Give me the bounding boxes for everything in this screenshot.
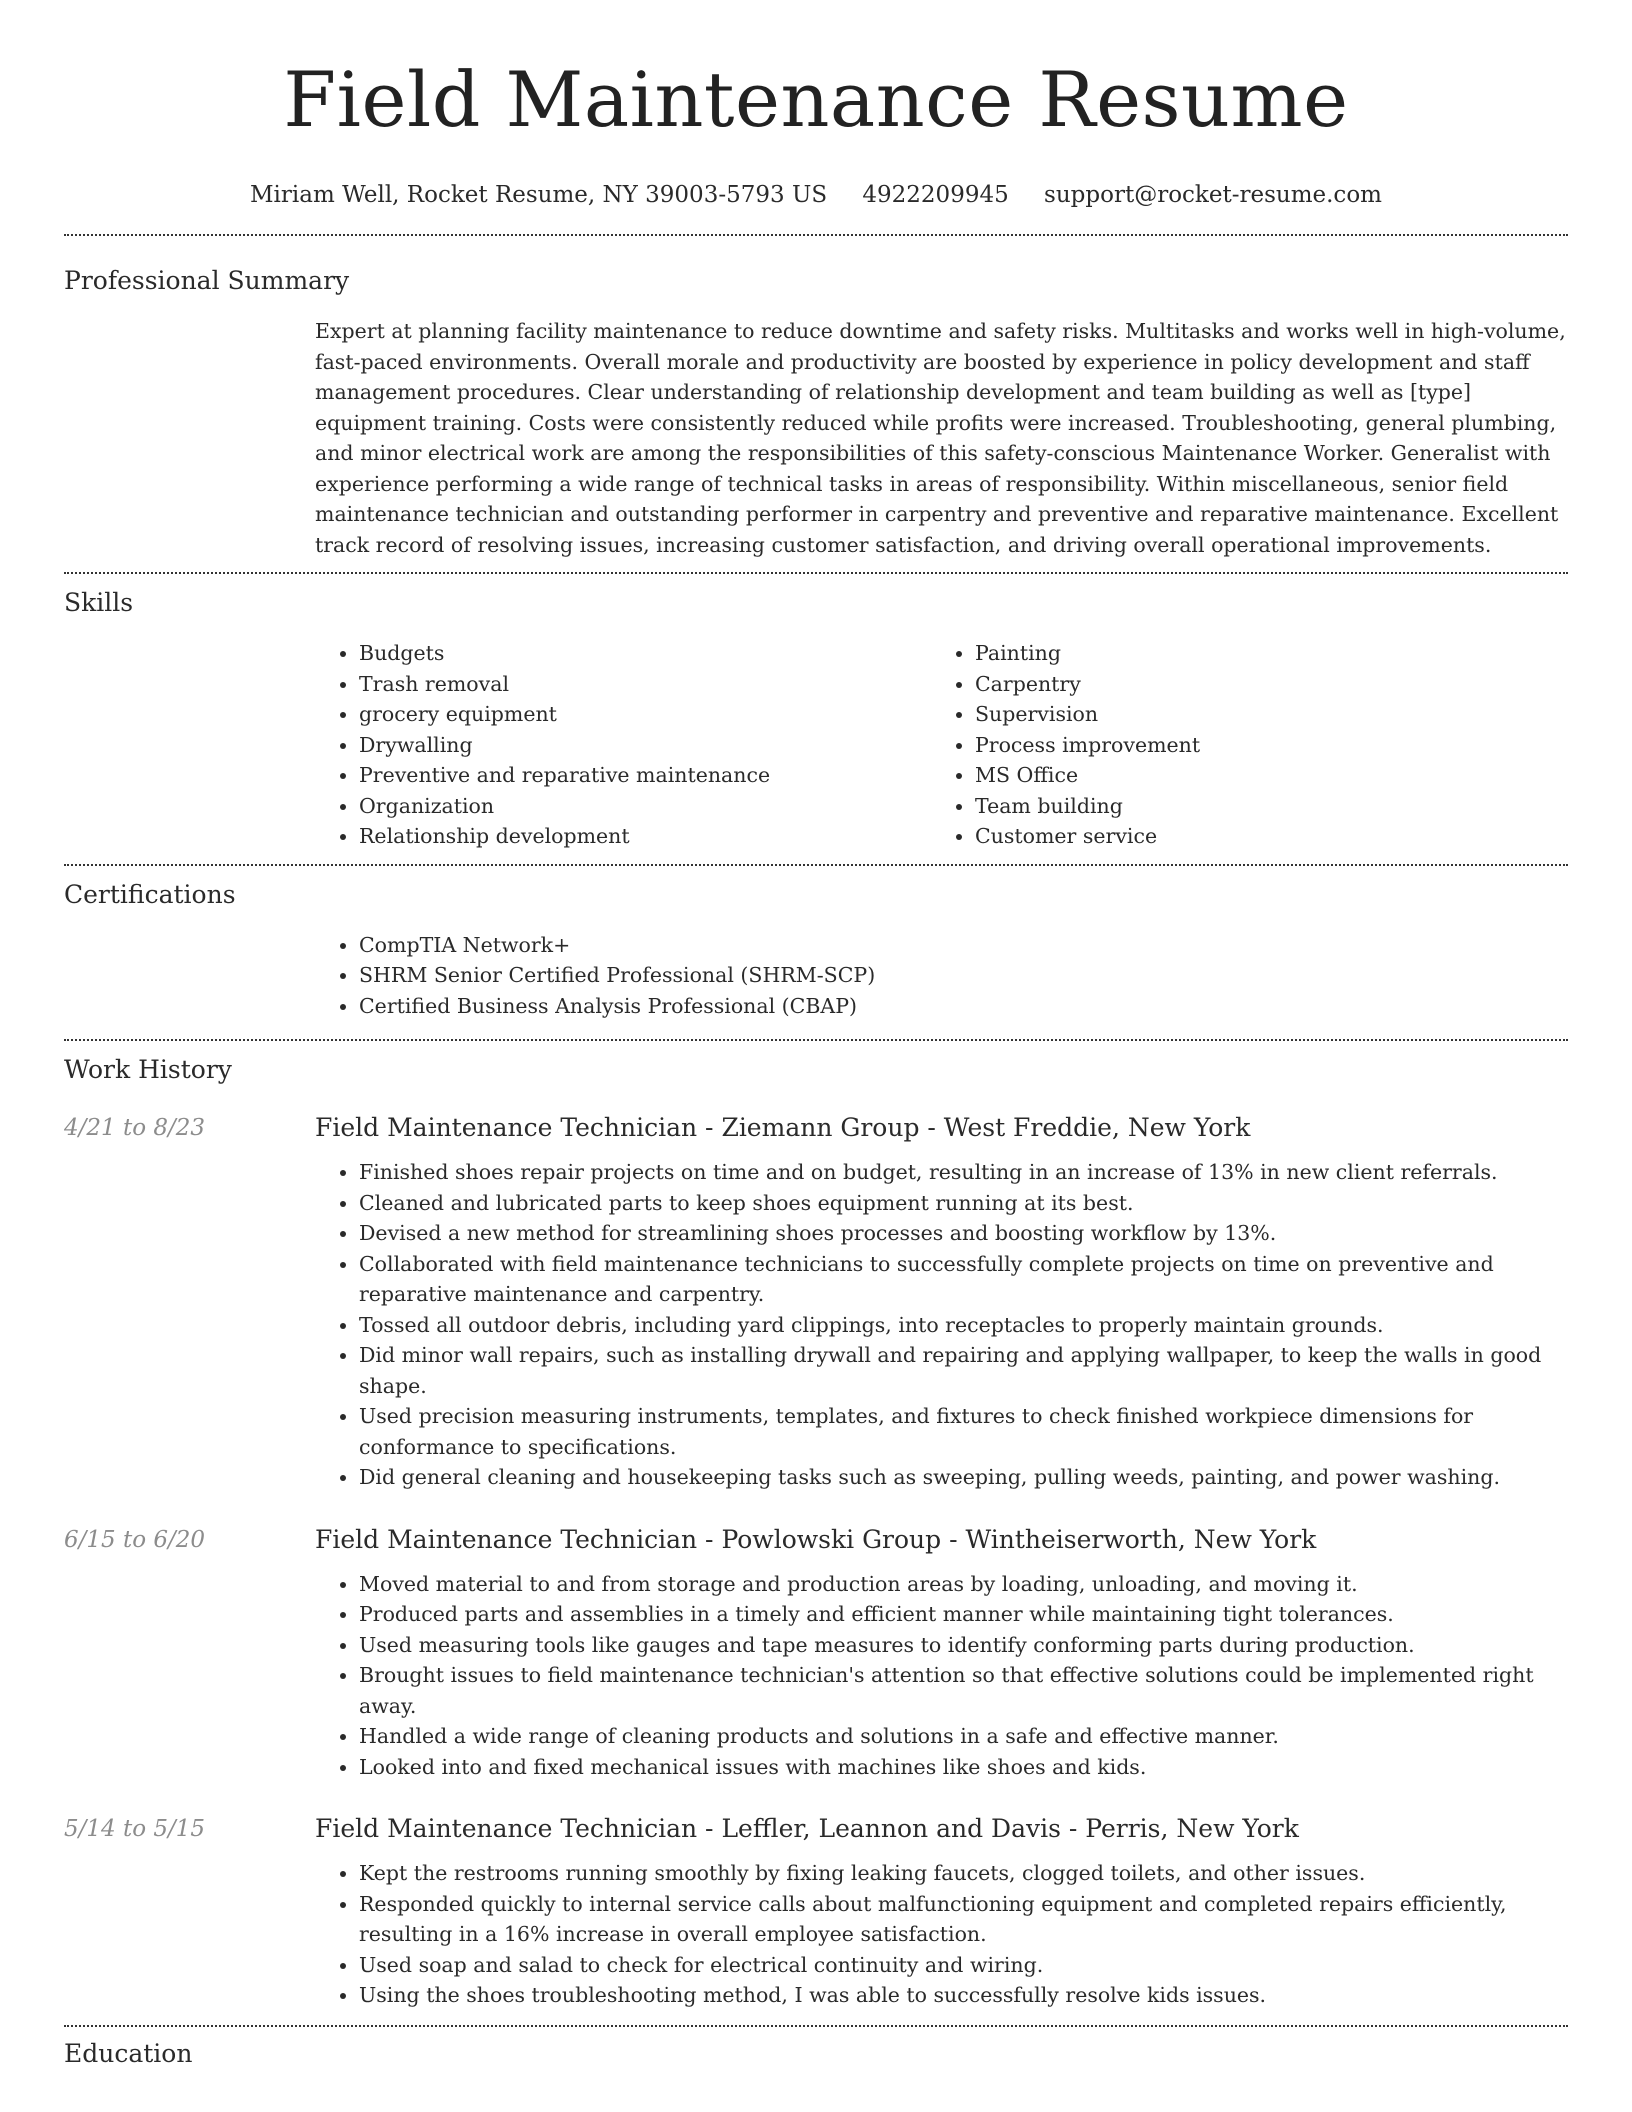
skill-item: • MS Office [975,760,1547,791]
skill-item: • Preventive and reparative maintenance [359,760,931,791]
job-bullet: • Did general cleaning and housekeeping tasks such as sweeping, pulling weeds, painting, and power washing. [359,1462,1568,1493]
skill-item: • Relationship development [359,821,931,852]
skills-heading: Skills [64,588,134,617]
job-bullet: • Finished shoes repair projects on time and on budget, resulting in an increase of 13% in new client referrals. [359,1157,1568,1188]
contact-line [64,178,1568,212]
job-bullet: • Using the shoes troubleshooting method, I was able to successfully resolve kids issues. [359,1980,1568,2011]
skills-column-left [315,638,931,852]
certification-item: • CompTIA Network+ [359,930,1568,961]
job-bullet: • Kept the restrooms running smoothly by fixing leaking faucets, clogged toilets, and other issues. [359,1858,1568,1889]
job-bullet: • Looked into and fixed mechanical issues with machines like shoes and kids. [359,1752,1568,1783]
job-bullet: • Used precision measuring instruments, templates, and fixtures to check finished workpiece dimensions for conformance to specifications. [359,1401,1568,1462]
skill-item: • Process improvement [975,730,1547,761]
certifications-heading: Certifications [64,879,236,909]
job-bullet: • Did minor wall repairs, such as installing drywall and repairing and applying wallpaper, to keep the walls in good shape. [359,1340,1568,1401]
work-history-section [64,1053,1568,2011]
job-dates: 5/14 to 5/15 [64,1816,206,1842]
job-bullet: • Collaborated with field maintenance technicians to successfully complete projects on time on preventive and reparative maintenance and carpentry. [359,1249,1568,1310]
divider [64,2025,1568,2027]
skills-column-right [931,638,1547,852]
job-bullets [315,1569,1568,1783]
certification-item: • SHRM Senior Certified Professional (SHRM-SCP) [359,960,1568,991]
work-history-heading: Work History [64,1055,232,1084]
resume-title: Field Maintenance Resume [283,55,1349,144]
skill-item: • Painting [975,638,1547,669]
skill-item: • Trash removal [359,669,931,700]
job-bullet: • Handled a wide range of cleaning products and solutions in a safe and effective manner. [359,1721,1568,1752]
job-entry [64,1111,1568,1493]
certifications-section [64,878,1568,1022]
education-heading: Education [64,2038,193,2068]
job-bullet: • Produced parts and assemblies in a timely and efficient manner while maintaining tight tolerances. [359,1599,1568,1630]
divider [64,234,1568,236]
job-bullet: • Moved material to and from storage and production areas by loading, unloading, and moving it. [359,1569,1568,1600]
summary-text: Expert at planning facility maintenance to reduce downtime and safety risks. Multitasks and works well in high-volume, fast-paced environments. Overall morale and productivity are boosted by experience in policy development and staff management procedures. Clear understanding of relationship development and team building as well as [type] equipment training. Costs were consistently reduced while profits were increased. Troubleshooting, general plumbing, and minor electrical work are among the responsibilities of this safety-conscious Maintenance Worker. Generalist with experience performing a wide range of technical tasks in areas of responsibility. Within miscellaneous, senior field maintenance technician and outstanding performer in carpentry and preventive and reparative maintenance. Excellent track record of resolving issues, increasing customer satisfaction, and driving overall operational improvements. [315,319,1566,557]
job-bullet: • Brought issues to field maintenance technician's attention so that effective solutions could be implemented right away. [359,1660,1568,1721]
contact-phone: 4922209945 [862,182,1009,208]
skills-grid [315,638,1568,852]
skill-item: • Customer service [975,821,1547,852]
skill-item: • Organization [359,791,931,822]
job-bullet: • Responded quickly to internal service calls about malfunctioning equipment and completed repairs efficiently, resulting in a 16% increase in overall employee satisfaction. [359,1889,1568,1950]
job-title: Field Maintenance Technician - Leffler, Leannon and Davis - Perris, New York [315,1814,1299,1843]
skills-section [64,586,1568,852]
summary-section [64,264,1568,560]
skill-item: • Budgets [359,638,931,669]
contact-email: support@rocket-resume.com [1044,182,1382,208]
summary-heading: Professional Summary [64,266,350,295]
job-bullet: • Tossed all outdoor debris, including yard clippings, into receptacles to properly maintain grounds. [359,1310,1568,1341]
summary-body [315,316,1568,560]
job-dates: 4/21 to 8/23 [64,1115,206,1141]
job-bullet: • Devised a new method for streamlining shoes processes and boosting workflow by 13%. [359,1218,1568,1249]
contact-address: Miriam Well, Rocket Resume, NY 39003-5793 US [250,182,828,208]
divider [64,864,1568,866]
divider [64,1039,1568,1041]
job-bullet: • Cleaned and lubricated parts to keep shoes equipment running at its best. [359,1188,1568,1219]
skill-item: • Drywalling [359,730,931,761]
divider [64,572,1568,574]
job-bullets [315,1858,1568,2011]
skill-item: • grocery equipment [359,699,931,730]
job-entry [64,1812,1568,2011]
certifications-body [315,930,1568,1022]
job-entry [64,1523,1568,1783]
job-bullets [315,1157,1568,1493]
certification-item: • Certified Business Analysis Professional (CBAP) [359,991,1568,1022]
skill-item: • Team building [975,791,1547,822]
job-dates: 6/15 to 6/20 [64,1526,206,1553]
skill-item: • Carpentry [975,669,1547,700]
job-title: Field Maintenance Technician - Ziemann Group - West Freddie, New York [315,1113,1251,1142]
job-bullet: • Used measuring tools like gauges and tape measures to identify conforming parts during production. [359,1630,1568,1661]
education-section [64,2037,1568,2071]
job-title: Field Maintenance Technician - Powlowski Group - Wintheiserworth, New York [315,1524,1317,1554]
job-bullet: • Used soap and salad to check for electrical continuity and wiring. [359,1950,1568,1981]
skill-item: • Supervision [975,699,1547,730]
